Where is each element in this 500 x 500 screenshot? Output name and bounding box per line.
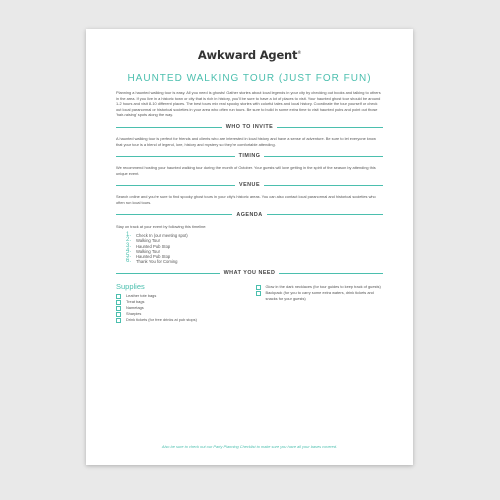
divider: [116, 214, 232, 215]
agenda-number: 2.: [126, 237, 132, 244]
checkbox-icon: [116, 306, 121, 311]
heading-text: TIMING: [238, 153, 261, 160]
agenda-text: Haunted Pub Stop: [136, 243, 171, 249]
checkbox-icon: [116, 294, 121, 299]
checklist-text: Treat bags: [126, 299, 145, 305]
divider: [264, 185, 383, 186]
checkbox-icon: [116, 300, 121, 305]
section-heading-needs: [116, 270, 383, 276]
needs-left-column: [116, 280, 244, 323]
brand-registered-mark: ®: [297, 50, 302, 56]
checkbox-icon: [256, 285, 261, 290]
checklist-item: [116, 317, 244, 323]
heading-text: WHO TO INVITE: [225, 123, 274, 130]
agenda-item: [126, 259, 383, 264]
section-heading-timing: [116, 153, 383, 159]
heading-text: WHAT YOU NEED: [223, 270, 276, 277]
checklist-text: Backpack (for you to carry some extra waters, drink tickets and snacks for your guests): [265, 290, 374, 301]
supplies-checklist-continued: [256, 284, 384, 301]
divider: [264, 156, 383, 157]
agenda-list: [126, 233, 383, 264]
divider: [116, 273, 220, 274]
agenda-number: 4.: [126, 247, 132, 254]
venue-paragraph: Search online and you're sure to find spooky ghost tours in your city's historic areas. You can also contact local paranormal and historical societies who often run local tours.: [116, 194, 376, 205]
checkbox-icon: [256, 291, 261, 296]
agenda-number: 1.: [126, 232, 132, 239]
checklist-text: Leather tote bags: [126, 293, 157, 299]
intro-paragraph: Planning a haunted walking tour is easy. All you need is ghosts! Gather stories about local legends in your city by checking out books and talking to others in the area. If you live in a historic town or city that is rich in history, you'll be sure to have a lot of places to visit. Your haunted ghost tour should be around 1-2 hours and visit 8-10 different places. The best tours mix real spooky stories with colorful tales and local history. Coordinate the tour yourself or check out local paranormal or historical societies in your area who often run tours. Be sure to build in some extra time to visit haunted pubs and point out those 'hair-raising' spots along the way.: [116, 90, 381, 118]
divider: [116, 185, 235, 186]
needs-right-column: [244, 280, 384, 323]
agenda-number: 6.: [126, 258, 132, 265]
divider: [279, 273, 383, 274]
checklist-text: Glow in the dark necklaces (for tour guides to keep track of guests): [265, 284, 381, 290]
checkbox-icon: [116, 312, 121, 317]
section-heading-invite: [116, 124, 383, 130]
agenda-number: 3.: [126, 242, 132, 249]
supplies-title: Supplies: [116, 282, 145, 292]
agenda-text: Haunted Pub Stop: [136, 253, 171, 259]
supplies-checklist: [116, 293, 244, 323]
page-title: HAUNTED WALKING TOUR (JUST FOR FUN): [127, 73, 372, 84]
divider: [267, 214, 383, 215]
invite-paragraph: A haunted walking tour is perfect for friends and clients who are interested in local history and have a sense of adventure. Be sure to let everyone know that your tour is a blend of legend, lore, history and mystery so they're comfortable attending.: [116, 135, 376, 147]
timing-paragraph: We recommend hosting your haunted walking tour during the month of October. Your guests will love getting in the spirit of the season by attending this unique event.: [116, 165, 376, 176]
checklist-item: [256, 290, 384, 301]
checklist-text: Nametags: [126, 305, 144, 311]
agenda-intro: Stay on track at your event by following this timeline:: [116, 223, 207, 229]
brand-name: Awkward Agent: [197, 48, 298, 62]
heading-text: AGENDA: [236, 211, 263, 218]
checklist-text: Sharpies: [126, 311, 142, 317]
heading-text: VENUE: [238, 182, 261, 189]
agenda-text: Walking Tour: [136, 248, 160, 254]
brand-logo: [116, 48, 383, 62]
checkbox-icon: [116, 318, 121, 323]
divider: [116, 156, 235, 157]
document-page: [86, 29, 413, 465]
agenda-number: 5.: [126, 252, 132, 259]
section-heading-agenda: [116, 212, 383, 218]
divider: [277, 127, 383, 128]
checklist-text: Drink tickets (for free drinks at pub stops): [126, 317, 197, 323]
agenda-text: Check In (our meeting spot): [136, 233, 188, 239]
footer-note: Also be sure to check out our Party Planning Checklist to make sure you have all your bases covered.: [161, 444, 338, 449]
divider: [116, 127, 222, 128]
needs-columns: [116, 280, 383, 323]
agenda-text: Thank You for Coming: [136, 259, 178, 265]
agenda-text: Walking Tour: [136, 238, 160, 244]
section-heading-venue: [116, 182, 383, 188]
